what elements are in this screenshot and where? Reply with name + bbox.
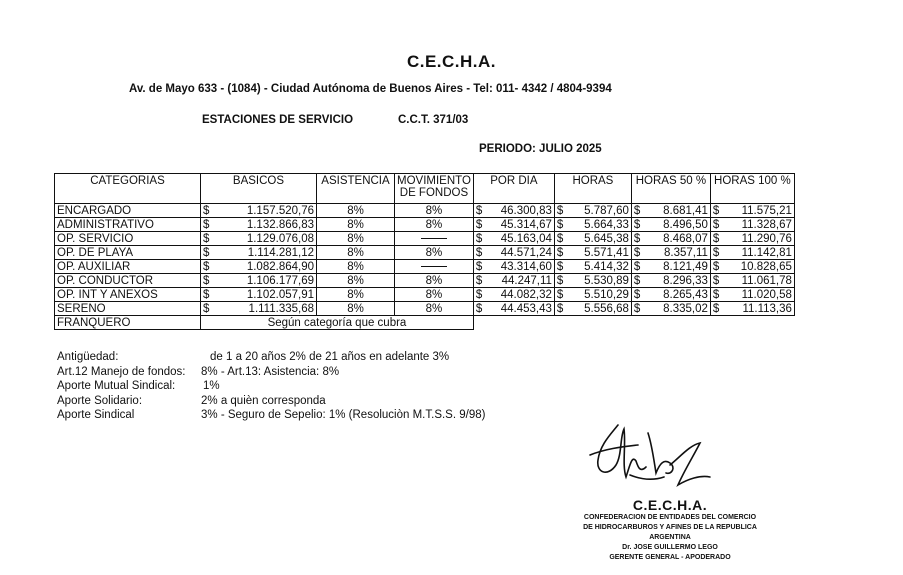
currency-symbol: $ <box>203 274 210 287</box>
horas-100-cell <box>710 302 794 316</box>
currency-symbol: $ <box>475 204 483 217</box>
amount: 1.129.076,08 <box>246 232 314 245</box>
currency-symbol: $ <box>203 246 210 259</box>
movimiento-cell: 8% <box>395 274 474 288</box>
amount: 8.496,50 <box>663 218 708 231</box>
note-label: Art.12 Manejo de fondos: <box>57 365 186 378</box>
basico-cell <box>201 218 317 232</box>
period-label: PERIODO: JULIO 2025 <box>479 143 602 155</box>
currency-symbol: $ <box>633 218 641 231</box>
currency-symbol: $ <box>556 232 564 245</box>
note-label: Aporte Solidario: <box>57 394 143 407</box>
header-asistencia: ASISTENCIA <box>317 174 395 204</box>
currency-symbol: $ <box>633 204 641 217</box>
amount: 5.571,41 <box>584 246 629 259</box>
basico-cell <box>201 246 317 260</box>
amount: 46.300,83 <box>500 204 552 217</box>
por-dia-cell <box>473 260 554 274</box>
amount: 1.102.057,91 <box>246 288 314 301</box>
category-cell: OP. CONDUCTOR <box>55 274 201 288</box>
sector-label: ESTACIONES DE SERVICIO <box>202 114 354 126</box>
currency-symbol: $ <box>633 232 641 245</box>
por-dia-cell <box>473 218 554 232</box>
currency-symbol: $ <box>556 260 564 273</box>
currency-symbol: $ <box>556 204 564 217</box>
horas-100-cell <box>710 204 794 218</box>
currency-symbol: $ <box>203 232 210 245</box>
horas-50-cell <box>631 274 710 288</box>
horas-cell <box>554 218 631 232</box>
amount: 8.468,07 <box>663 232 708 245</box>
note-value: 2% a quièn corresponda <box>201 394 326 407</box>
horas-100-cell <box>710 246 794 260</box>
movimiento-cell: 8% <box>395 302 474 316</box>
amount: 45.314,67 <box>500 218 552 231</box>
currency-symbol: $ <box>475 232 483 245</box>
currency-symbol: $ <box>712 260 720 273</box>
header-horas-100: HORAS 100 % <box>710 174 794 204</box>
currency-symbol: $ <box>556 218 564 231</box>
wage-table <box>54 173 795 330</box>
horas-50-cell <box>631 204 710 218</box>
currency-symbol: $ <box>203 288 210 301</box>
asistencia-cell: 8% <box>317 218 395 232</box>
basico-cell <box>201 274 317 288</box>
currency-symbol: $ <box>712 246 720 259</box>
currency-symbol: $ <box>203 204 210 217</box>
horas-50-cell <box>631 288 710 302</box>
currency-symbol: $ <box>475 260 483 273</box>
currency-symbol: $ <box>556 302 564 315</box>
table-row <box>55 232 795 246</box>
amount: 11.113,36 <box>742 302 792 315</box>
address-line: Av. de Mayo 633 - (1084) - Ciudad Autónoma de Buenos Aires - Tel: 011- 4342 / 4804-9394 <box>129 83 612 95</box>
movimiento-cell: 8% <box>395 204 474 218</box>
dash-mark <box>421 238 447 239</box>
amount: 10.828,65 <box>740 260 792 273</box>
currency-symbol: $ <box>475 274 483 287</box>
category-cell: ADMINISTRATIVO <box>55 218 201 232</box>
amount: 5.787,60 <box>584 204 629 217</box>
amount: 44.571,24 <box>500 246 552 259</box>
por-dia-cell <box>473 246 554 260</box>
category-cell: SERENO <box>55 302 201 316</box>
movimiento-cell: 8% <box>395 288 474 302</box>
note-value: 8% - Art.13: Asistencia: 8% <box>201 365 340 378</box>
amount: 11.575,21 <box>741 204 792 217</box>
table-row <box>55 302 795 316</box>
horas-cell <box>554 288 631 302</box>
currency-symbol: $ <box>712 288 720 301</box>
table-row <box>55 288 795 302</box>
amount: 1.111.335,68 <box>248 302 314 315</box>
currency-symbol: $ <box>633 302 641 315</box>
por-dia-cell <box>473 232 554 246</box>
asistencia-cell: 8% <box>317 260 395 274</box>
category-cell: OP. SERVICIO <box>55 232 201 246</box>
asistencia-cell: 8% <box>317 288 395 302</box>
currency-symbol: $ <box>633 246 641 259</box>
currency-symbol: $ <box>633 274 641 287</box>
table-row <box>55 260 795 274</box>
dash-mark <box>421 266 447 267</box>
amount: 44.082,32 <box>500 288 552 301</box>
note-label: Antigüedad: <box>57 351 119 363</box>
movimiento-cell: 8% <box>395 246 474 260</box>
amount: 11.061,78 <box>741 274 792 287</box>
table-row <box>55 204 795 218</box>
por-dia-cell <box>473 204 554 218</box>
signature-image <box>560 415 730 500</box>
horas-cell <box>554 302 631 316</box>
amount: 1.114.281,12 <box>247 246 314 259</box>
table-row <box>55 218 795 232</box>
basico-cell <box>201 302 317 316</box>
horas-100-cell <box>710 274 794 288</box>
company-stamp <box>575 497 765 563</box>
horas-50-cell <box>631 218 710 232</box>
currency-symbol: $ <box>203 218 210 231</box>
amount: 5.530,89 <box>584 274 629 287</box>
category-cell: FRANQUERO <box>55 316 201 330</box>
currency-symbol: $ <box>475 288 483 301</box>
amount: 8.681,41 <box>663 204 708 217</box>
currency-symbol: $ <box>475 218 483 231</box>
currency-symbol: $ <box>475 246 483 259</box>
header-horas: HORAS <box>554 174 631 204</box>
amount: 1.157.520,76 <box>246 204 314 217</box>
horas-50-cell <box>631 260 710 274</box>
amount: 1.132.866,83 <box>246 218 314 231</box>
header-por-dia: POR DIA <box>473 174 554 204</box>
stamp-signer-name: Dr. JOSE GUILLERMO LEGO <box>622 544 718 551</box>
horas-100-cell <box>710 260 794 274</box>
stamp-brand: C.E.C.H.A. <box>632 497 708 513</box>
stamp-signer-role: GERENTE GENERAL - APODERADO <box>609 554 731 561</box>
header-categorias: CATEGORIAS <box>55 174 201 204</box>
amount: 8.121,49 <box>663 260 708 273</box>
currency-symbol: $ <box>556 246 564 259</box>
amount: 43.314,60 <box>500 260 552 273</box>
amount: 44.453,43 <box>500 302 552 315</box>
currency-symbol: $ <box>633 260 641 273</box>
basico-cell <box>201 204 317 218</box>
movimiento-cell <box>395 232 474 246</box>
horas-50-cell <box>631 302 710 316</box>
amount: 8.265,43 <box>663 288 708 301</box>
header-horas-50: HORAS 50 % <box>631 174 710 204</box>
amount: 5.556,68 <box>584 302 629 315</box>
asistencia-cell: 8% <box>317 204 395 218</box>
amount: 44.247,11 <box>501 274 552 287</box>
amount: 11.290,76 <box>741 232 792 245</box>
amount: 11.142,81 <box>741 246 792 259</box>
amount: 5.645,38 <box>584 232 629 245</box>
currency-symbol: $ <box>633 288 641 301</box>
note-value: de 1 a 20 años 2% de 21 años en adelante 3% <box>210 351 450 363</box>
basico-cell <box>201 232 317 246</box>
asistencia-cell: 8% <box>317 274 395 288</box>
horas-cell <box>554 274 631 288</box>
table-row <box>55 246 795 260</box>
amount: 8.357,11 <box>663 246 708 259</box>
category-cell: OP. AUXILIAR <box>55 260 201 274</box>
document-title: C.E.C.H.A. <box>406 52 497 71</box>
asistencia-cell: 8% <box>317 232 395 246</box>
category-cell: OP. DE PLAYA <box>55 246 201 260</box>
horas-cell <box>554 260 631 274</box>
horas-cell <box>554 204 631 218</box>
header-movimiento: MOVIMIENTO DE FONDOS <box>395 174 474 204</box>
horas-100-cell <box>710 218 794 232</box>
asistencia-cell: 8% <box>317 246 395 260</box>
por-dia-cell <box>473 274 554 288</box>
horas-50-cell <box>631 232 710 246</box>
amount: 11.020,58 <box>741 288 792 301</box>
horas-cell <box>554 232 631 246</box>
currency-symbol: $ <box>203 260 210 273</box>
amount: 45.163,04 <box>500 232 552 245</box>
note-label: Aporte Mutual Sindical: <box>57 380 176 392</box>
basico-cell <box>201 260 317 274</box>
currency-symbol: $ <box>475 302 483 315</box>
currency-symbol: $ <box>203 302 210 315</box>
category-cell: ENCARGADO <box>55 204 201 218</box>
currency-symbol: $ <box>712 232 720 245</box>
amount: 1.082.864,90 <box>246 260 314 273</box>
table-header-row <box>55 174 795 204</box>
category-cell: OP. INT Y ANEXOS <box>55 288 201 302</box>
currency-symbol: $ <box>556 274 564 287</box>
currency-symbol: $ <box>712 218 720 231</box>
amount: 8.335,02 <box>663 302 708 315</box>
note-label: Aporte Sindical <box>57 409 135 421</box>
currency-symbol: $ <box>712 302 720 315</box>
stamp-line-1: CONFEDERACION DE ENTIDADES DEL COMERCIO <box>583 514 757 521</box>
amount: 8.296,33 <box>663 274 708 287</box>
stamp-line-2: DE HIDROCARBUROS Y AFINES DE LA REPUBLICA ARGENTINA <box>583 524 757 541</box>
agreement-number: C.C.T. 371/03 <box>398 114 469 126</box>
por-dia-cell <box>473 288 554 302</box>
amount: 5.664,33 <box>584 218 629 231</box>
horas-100-cell <box>710 232 794 246</box>
note-value: 1% <box>203 380 220 392</box>
por-dia-cell <box>473 302 554 316</box>
horas-50-cell <box>631 246 710 260</box>
currency-symbol: $ <box>556 288 564 301</box>
amount: 1.106.177,69 <box>246 274 314 287</box>
note-value: 3% - Seguro de Sepelio: 1% (Resoluciòn M.T.S.S. 9/98) <box>201 409 486 421</box>
basico-cell <box>201 288 317 302</box>
currency-symbol: $ <box>712 204 720 217</box>
amount: 5.414,32 <box>584 260 629 273</box>
asistencia-cell: 8% <box>317 302 395 316</box>
movimiento-cell: 8% <box>395 218 474 232</box>
currency-symbol: $ <box>712 274 720 287</box>
table-row <box>55 274 795 288</box>
table-row-franquero <box>55 316 795 330</box>
amount: 11.328,67 <box>741 218 792 231</box>
horas-100-cell <box>710 288 794 302</box>
header-basicos: BASICOS <box>201 174 317 204</box>
franquero-note: Según categoría que cubra <box>201 316 474 330</box>
horas-cell <box>554 246 631 260</box>
amount: 5.510,29 <box>584 288 629 301</box>
movimiento-cell <box>395 260 474 274</box>
